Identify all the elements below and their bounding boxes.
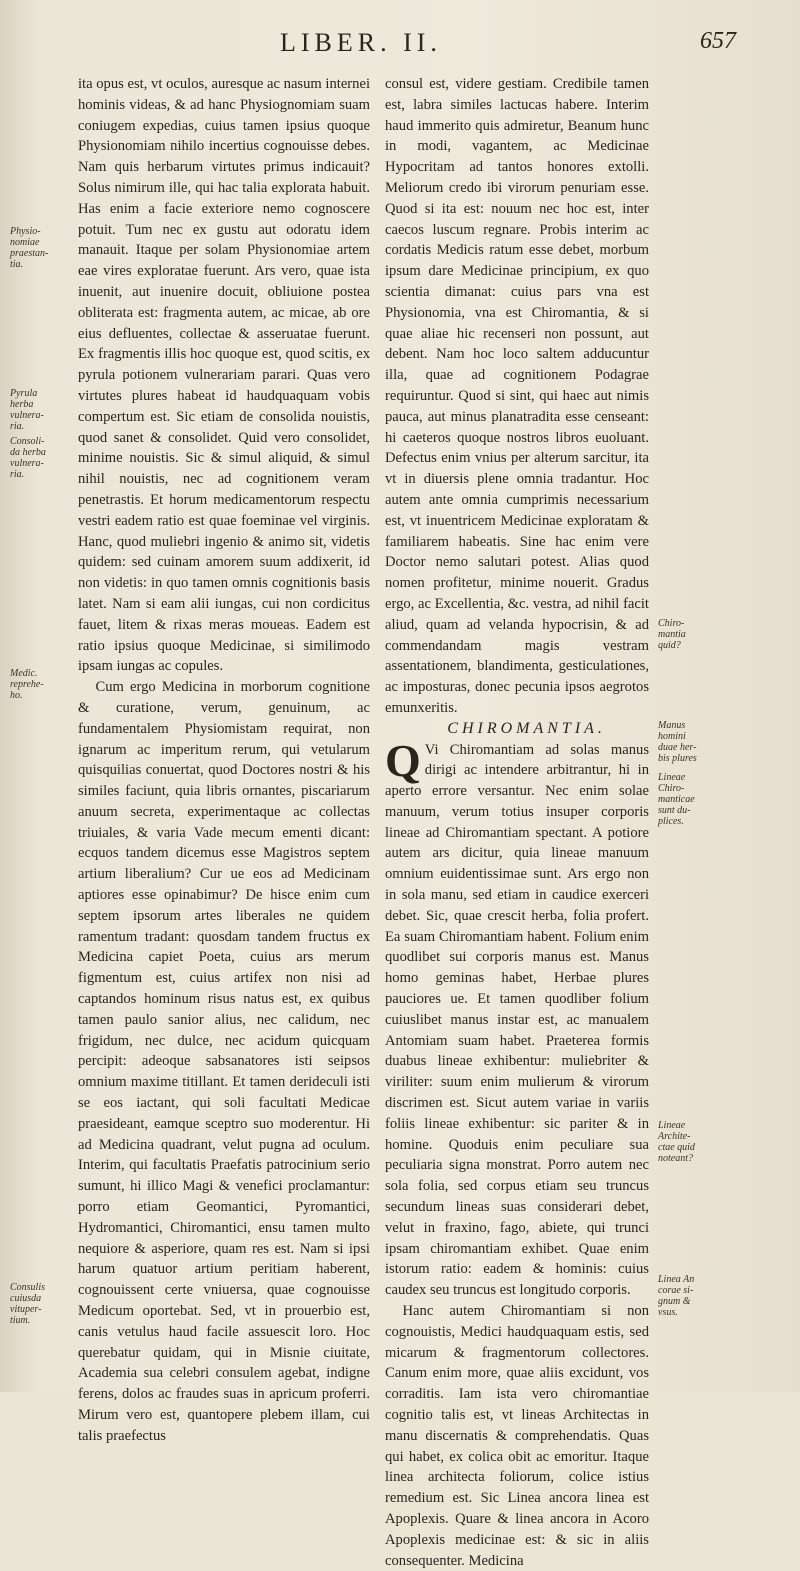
margin-note-line: vulnera- [10, 410, 44, 421]
margin-note-line: Chiro- [658, 618, 685, 629]
left-paragraph-1: ita opus est, vt oculos, auresque ac nasum internei hominis videas, & ad hanc Physiognomiam suam coniugem expedias, cuius tamen ipsius quoque Physionomiam nihilo incertius cognouisse debes. Nam quis herbarum virtutes primus indicauit? Solus nimirum ille, qui hac talia explorata habuit. Has enim a facie exteriore nemo cognoscere potuit. Tum nec ex gustu aut odoratu idem manauit. Itaque per solam Physionomiae artem eae vires exploratae fuerunt. Ars vero, quae ista inuenit, aut inuenire docuit, obliuione postea obliterata est: fragmenta autem, ac micae, ab ore eius defluentes, collectae & asseruatae fuerunt. Ex fragmentis illis hoc quoque est, quod scitis, ex pyrula potionem vulnerariam parari. Quas vero virtutes plures habeat id haudquaquam vobis compertum est. Sic etiam de consolida nouistis, quod sanet & consolidet. Quid vero consolidet, minime nouistis. Sic & simul aliquid, & simul nihil nouistis, nec ad cognitionem veram penetrastis. Et horum medicamentorum respectu vestri eadem ratio est quae foeminae vel virginis. Hanc, quod muliebri ingenio & animo sit, videtis quidem: sed cuinam amorem suum addixerit, id non videtis: in quo tamen omnis cognitionis basis latet. Nam si eam alii iungas, cui non cordicitus fauet, litem & rixas meras moueas. Eadem est ratio ipsius quoque Medicinae, si similimodo ipsam iungas ac copules. [78, 76, 370, 675]
margin-note-left-4 [10, 668, 68, 701]
margin-note-line: Consulis [10, 1282, 46, 1293]
margin-note-line: praestan- [10, 248, 49, 259]
margin-note-line: nomiae [10, 237, 40, 248]
right-paragraph-3: Hanc autem Chiromantiam si non cognouistis, Medici haudquaquam estis, sed micarum & fragmentorum collectores. Canum enim more, quae aliis excidunt, vos corraditis. Iam ista vero chiromantiae cognitio talis est, vt lineas Architectas in manu discernatis & comprehendatis. Quas qui habet, ex colica obit ac emoritur. Itaque linea architecta foliorum, colice istius remedium est. Sic Linea ancora linea est Apoplexis. Quare & linea ancora in Acoro Apoplexis medicinae est: & sic in aliis consequenter. Medicina [385, 1303, 649, 1569]
section-heading-chiromantia: CHIROMANTIA. [447, 719, 606, 737]
margin-note-right-5 [658, 1274, 722, 1318]
margin-note-line: da herba [10, 447, 46, 458]
right-paragraph-2-text: Vi Chiromantiam ad solas manus dirigi ac intendere arbitrantur, hi in aperto errore versantur. Nec enim solae manuum, verum totius insuper corporis lineae ad Chiromantiam spectant. A potiore autem ars dicitur, quia lineae manuum omnium euidentissimae sunt. Ars ergo non in sola manu, sed etiam in caudice exerceri debet. Sic, quae crescit herba, folia profert. Ea suam Chiromantiam habent. Folium enim quodlibet sui corporis manus est. Manus homo geminas habet, Herbae plures pauciores ue. Et tamen quodliber folium cuiuslibet manus instar est, ac manualem Antomiam suam habet. Praeterea formis duabus lineae exhibentur: muliebriter & viriliter: suum enim mulierum & virorum discrimen est. Sicut autem variae in variis foliis lineae exhibentur: sic pariter & in homine. Quoduis enim peculiare sua peculiaria signa monstrat. Porro autem nec sola folia, sed corpus etiam seu truncus secundum lineas suas considerari debet, velut in fraxino, fago, abiete, qui trunci ipsam chiromantiam exhibet. Quae enim istorum ratio: eadem & hominis: cuius caudex seu truncus est longitudo corporis. [385, 741, 649, 1299]
margin-note-line: vsus. [658, 1307, 678, 1318]
margin-note-left-1 [10, 226, 68, 270]
margin-note-right-1 [658, 618, 722, 651]
margin-note-line: noteant? [658, 1153, 693, 1164]
margin-note-line: Consoli- [10, 436, 45, 447]
left-text-column [78, 74, 370, 1447]
margin-note-line: sunt du- [658, 805, 691, 816]
margin-note-line: Pyrula [10, 388, 38, 399]
right-paragraph-2 [385, 734, 649, 1302]
margin-note-line: corae si- [658, 1285, 694, 1296]
margin-note-line: bis plures [658, 753, 697, 764]
margin-note-line: gnum & [658, 1296, 691, 1307]
margin-note-line: quid? [658, 640, 681, 651]
right-text-column [385, 74, 649, 1571]
margin-note-line: duae her- [658, 742, 697, 753]
margin-note-line: Medic. [10, 668, 38, 679]
margin-note-right-4 [658, 1120, 722, 1164]
right-paragraph-1: consul est, videre gestiam. Credibile tamen est, labra similes lactucas habere. Interim haud immerito quis admiretur, Beanum hunc in modi, vagantem, ac Medicinae Hypocritam ad tantos honores extolli. Meliorum credo ibi virorum penuriam esse. Quod si ita est: nouum nec hoc est, inter caecos luscum regnare. Probis interim ac cordatis Medicis ratum esse debet, morbum ipsum dare Medicinae principium, ex quo scientia dimanat: cuius pars vna est Physionomia, vna est Chiromantia, & si quae aliae hic recenseri non possunt, aut debent. Nam hoc loco saltem adducuntur illa, quae ad cognitionem Podagrae requiruntur. Quod si sint, qui haec aut nimis pauca, aut minus planatradita esse censeant: hi caeteros quoque nostros libros euoluant. Defectus enim vnius per alterum sarcitur, ita vt in diuersis plene omnia tradantur. Hoc autem ante omnia cumprimis necessarium est, vt inuentricem Medicinae exploratam & familiarem habeatis. Sine hac enim vere Doctor nemo salutari potest. Alias quod nomen profitetur, minime nouerit. Gradus ergo, ac Excellentia, &c. vestra, ad nihil facit aliud, quam ad velanda hypocrisin, & ad commendandam magis vestram assentationem, blandimenta, gesticulationes, ac imposturas, donec pecunia ipsos aegrotos emunxeritis. [385, 76, 649, 716]
margin-note-line: Manus [658, 720, 686, 731]
margin-note-line: cuiusda [10, 1293, 42, 1304]
margin-note-line: Chiro- [658, 783, 685, 794]
margin-note-line: Lineae [658, 772, 686, 783]
margin-note-line: vituper- [10, 1304, 42, 1315]
margin-note-line: Archite- [658, 1131, 691, 1142]
margin-note-line: ho. [10, 690, 23, 701]
margin-note-line: tium. [10, 1315, 31, 1326]
margin-note-line: vulnera- [10, 458, 44, 469]
margin-note-line: Linea An [658, 1274, 695, 1285]
margin-note-line: reprehe- [10, 679, 44, 690]
margin-note-left-3 [10, 436, 68, 480]
page-number: 657 [700, 28, 736, 54]
margin-note-line: herba [10, 399, 34, 410]
margin-note-line: ria. [10, 469, 25, 480]
running-header-title: LIBER. II. [280, 28, 442, 57]
drop-cap-q: Q [385, 734, 421, 786]
margin-note-line: Lineae [658, 1120, 686, 1131]
margin-note-line: ria. [10, 421, 25, 432]
margin-note-line: plices. [658, 816, 684, 827]
margin-note-line: ctae quid [658, 1142, 695, 1153]
margin-note-left-2 [10, 388, 68, 432]
margin-note-line: homini [658, 731, 686, 742]
margin-note-line: tia. [10, 259, 24, 270]
margin-note-line: Physio- [10, 226, 41, 237]
left-paragraph-2: Cum ergo Medicina in morborum cognitione & curatione, verum, genuinum, ac fundamentalem Physiomistam requirat, non ignarum ac imperitum rerum, qui vetularum quisquilias conuertat, quod Doctores nostri & his similes faciunt, quia libris ornantes, piscariarum anuum secreta, experimentaque ac collectas triuiales, & varia Vade mecum ementi dicant: ecquos tandem dicemus esse Magistros septem artium liberalium? Cur ue eos ad Medicinam aptiores esse opinabimur? De hisce enim cum septem ipsorum artes liberales ne quidem ramentum tradant: quosdam tandem fructus ex Medicina capiet Poeta, cuius ars merum figmentum est, cuius artifex non nisi ad captandos hominum risus natus est, ex quibus tamen paulo sanior alius, nec calidum, nec frigidum, nec dulce, nec acidum quicquam percipit: adeoque sabsanatores isti seipsos omnium maxime titillant. Et tamen derideculi isti se eos iactant, qui soli facultati Medicae praesideant, eamque sceptro suo moderentur. Hi ad Medicina quadrant, velut pugna ad oculum. Interim, qui facultatis Praefatis patrocinium serio sumunt, hi illico Magi & venefici proclamantur: porro etiam Geomantici, Pyromantici, Hydromantici, Chiromantici, ensu tamen multo nequiore & asperiore, quam res est. Nam si ipsi harum quatuor artium peritiam haberent, cognouissent certe vniuersa, quae cognouisse Medicum oportebat. Sed, vt in prouerbio est, canis vetulus haud facile assuescit loro. Hoc querebatur quidam, qui in Misnie ciuitate, Academia sua celebri consulem agebat, indigne ferens, dolos ac fraudes suas in apricum proferri. Mirum vero est, quantopere plebem illam, cui talis praefectus [78, 679, 370, 1444]
margin-note-right-2 [658, 720, 722, 764]
margin-note-right-3 [658, 772, 722, 827]
margin-note-left-5 [10, 1282, 68, 1326]
margin-note-line: manticae [658, 794, 695, 805]
margin-note-line: mantia [658, 629, 686, 640]
